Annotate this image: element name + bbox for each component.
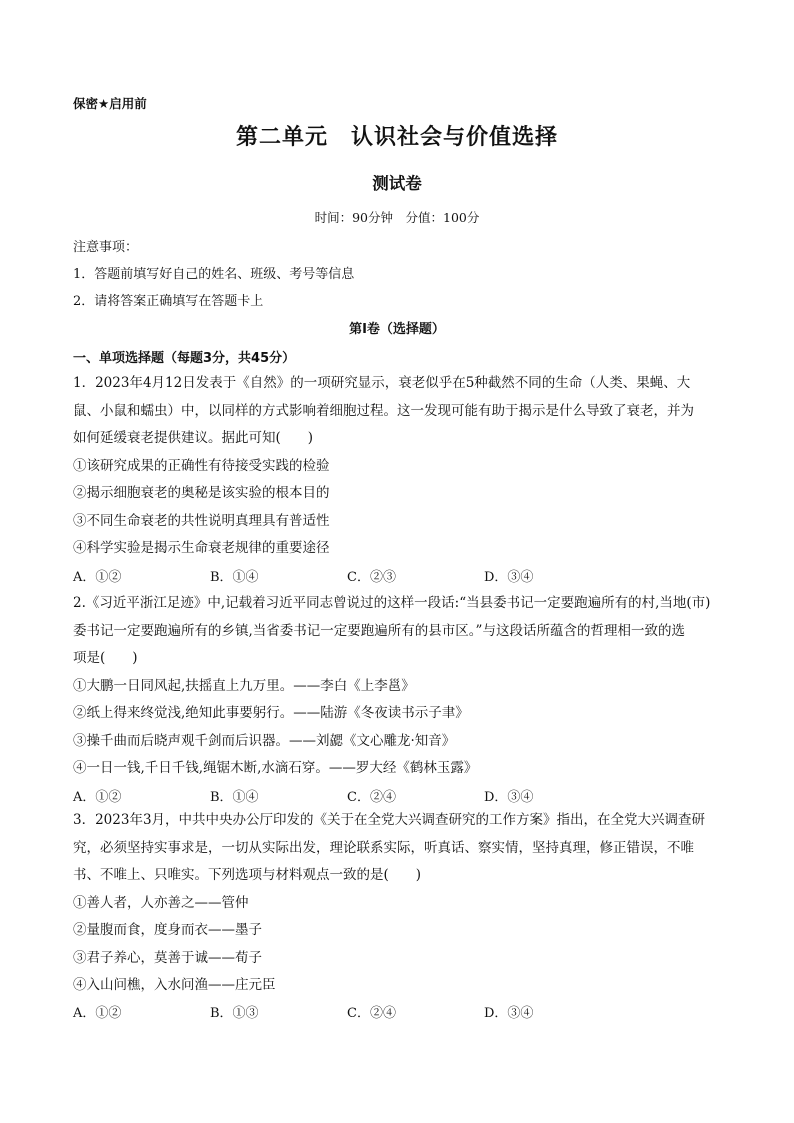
statement: ②量腹而食，度身而衣——墨子	[73, 922, 262, 938]
option-b[interactable]: B．①④	[210, 790, 259, 805]
question-stem-line: 鼠、小鼠和蠕虫）中，以同样的方式影响着细胞过程。这一发现可能有助于揭示是什么导致了衰老，并为	[73, 402, 694, 419]
statement: ③君子养心，莫善于诚——荀子	[73, 949, 262, 966]
statement: ①大鹏一日同风起,扶摇直上九万里。——李白《上李邕》	[73, 677, 415, 694]
option-b[interactable]: B．①④	[210, 570, 259, 585]
question-3-options	[73, 1002, 733, 1022]
statement: ④入山问樵，入水问渔——庄元臣	[73, 977, 276, 993]
question-stem-line: 书、不唯上、只唯实。下列选项与材料观点一致的是( )	[73, 867, 422, 883]
option-c[interactable]: C．②④	[347, 1006, 396, 1021]
option-d[interactable]: D．③④	[484, 570, 534, 585]
option-a[interactable]: A．①②	[73, 790, 122, 805]
statement: ①善人者，人亦善之——管仲	[73, 894, 249, 911]
notes-heading: 注意事项：	[73, 240, 139, 255]
option-b[interactable]: B．①③	[210, 1006, 259, 1021]
notes-item: 1．答题前填写好自己的姓名、班级、考号等信息	[73, 267, 355, 282]
question-1-options	[73, 566, 733, 586]
part-heading: 第Ⅰ卷（选择题）	[349, 322, 445, 337]
question-2-options	[73, 786, 733, 806]
question-stem-line: 如何延缓衰老提供建议。据此可知( )	[73, 430, 314, 446]
statement: ①该研究成果的正确性有待接受实践的检验	[73, 457, 330, 474]
statement: ②揭示细胞衰老的奥秘是该实验的根本目的	[73, 485, 330, 501]
statement: ②纸上得来终觉浅,绝知此事要躬行。——陆游《冬夜读书示子聿》	[73, 705, 469, 721]
option-d[interactable]: D．③④	[484, 1006, 534, 1021]
statement: ④科学实验是揭示生命衰老规律的重要途径	[73, 540, 330, 556]
question-stem-line: 2.《习近平浙江足迹》中,记载着习近平同志曾说过的这样一段话:“当县委书记一定要跑遍所有的村,当地(市)	[73, 595, 711, 611]
statement: ③操千曲而后晓声观千剑而后识器。——刘勰《文心雕龙·知音》	[73, 732, 456, 749]
option-a[interactable]: A．①②	[73, 570, 122, 585]
question-3	[73, 807, 723, 1000]
question-stem-line: 3．2023年3月，中共中央办公厅印发的《关于在全党大兴调查研究的工作方案》指出，在全党大兴调查研	[73, 812, 706, 828]
option-d[interactable]: D．③④	[484, 790, 534, 805]
statement: ③不同生命衰老的共性说明真理具有普适性	[73, 512, 330, 529]
page-subtitle: 测试卷	[372, 174, 422, 193]
question-stem-line: 项是( )	[73, 650, 138, 666]
option-a[interactable]: A．①②	[73, 1006, 122, 1021]
option-c[interactable]: C．②④	[347, 790, 396, 805]
confidential-label: 保密★启用前	[73, 96, 147, 111]
notes-item: 2．请将答案正确填写在答题卡上	[73, 294, 264, 309]
statement: ④一日一钱,千日千钱,绳锯木断,水滴石穿。——罗大经《鹤林玉露》	[73, 760, 478, 776]
question-stem-line: 1．2023年4月12日发表于《自然》的一项研究显示，衰老似乎在5种截然不同的生命（人类、果蝇、大	[73, 375, 691, 391]
time-score-line: 时间：90分钟 分值：100分	[314, 210, 480, 225]
page-title: 第二单元 认识社会与价值选择	[235, 125, 558, 150]
section-heading: 一、单项选择题（每题3分，共45分）	[73, 351, 296, 366]
option-c[interactable]: C．②③	[347, 570, 396, 585]
question-stem-line: 究，必须坚持实事求是，一切从实际出发，理论联系实际，听真话、察实情，坚持真理，修正错误，不唯	[73, 839, 694, 856]
question-1	[73, 370, 723, 563]
question-stem-line: 委书记一定要跑遍所有的乡镇,当省委书记一定要跑遍所有的县市区。”与这段话所蕴含的哲理相一致的选	[73, 622, 685, 639]
question-2	[73, 590, 723, 783]
